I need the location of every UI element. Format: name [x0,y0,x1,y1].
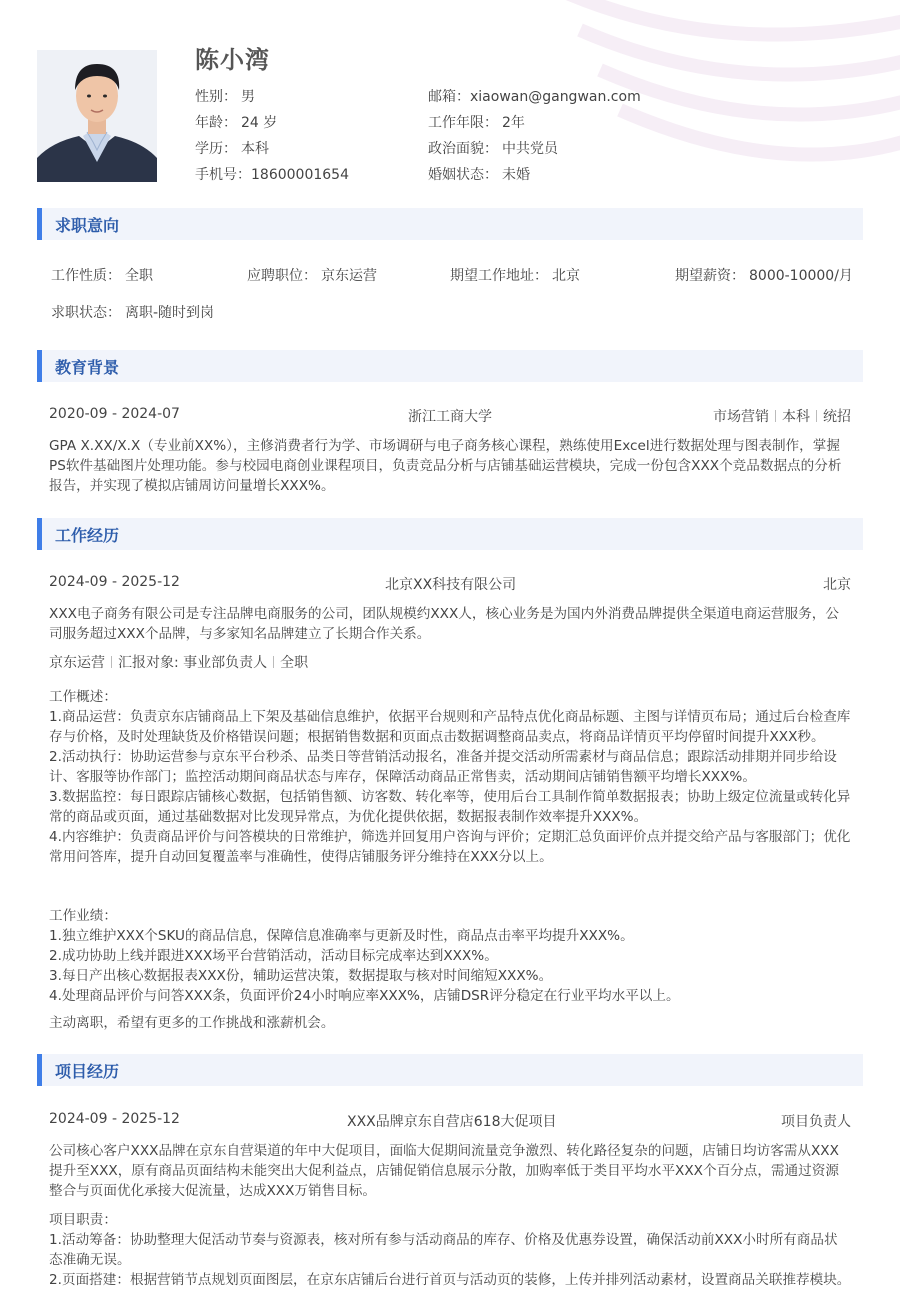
politics-info: 政治面貌： 中共党员 [428,141,558,157]
marital-value: 未婚 [502,167,530,183]
leave-reason: 主动离职，希望有更多的工作挑战和涨薪机会。 [49,1015,335,1031]
project-row [49,1111,851,1131]
overview-item: 4.内容维护：负责商品评价与问答模块的日常维护，筛选并回复用户咨询与评价；定期汇总负面评价点并提交给产品与客服部门；优化常用问答库，提升自动回复覆盖率与准确性，使得店铺服务评分维持在XXX分以上。 [49,829,851,865]
project-duties [49,1210,851,1290]
job-location: 期望工作地址： 北京 [450,268,580,284]
work-row [49,574,851,594]
duty-item: 1.活动筹备：协助整理大促活动节奏与资源表，核对所有参与活动商品的库存、价格及优惠券设置，确保活动前XXX小时所有商品状态准确无误。 [49,1232,838,1268]
section-accent-bar [37,208,42,240]
education-row [49,406,851,426]
job-nature: 工作性质： 全职 [51,268,153,284]
gender-info: 性别： 男 [195,89,255,105]
job-salary: 期望薪资： 8000-10000/月 [675,268,853,284]
section-accent-bar [37,350,42,382]
education-info: 学历： 本科 [195,141,269,157]
education-period: 2020-09 - 2024-07 [49,406,180,422]
job-status: 求职状态： 离职-随时到岗 [51,305,215,321]
overview-title: 工作概述： [49,689,117,705]
duty-item: 2.页面搭建：根据营销节点规划页面图层，在京东店铺后台进行首页与活动页的装修，上传并排列活动素材，设置商品关联推荐模块。 [49,1272,851,1288]
project-description: 公司核心客户XXX品牌在京东自营渠道的年中大促项目，面临大促期间流量竞争激烈、转化路径复杂的问题，店铺日均访客需从XXX提升至XXX，原有商品页面结构未能突出大促利益点，店铺促销信息展示分散，加购率低于类目平均水平XXX个百分点，需通过资源整合与页面优化承接大促流量，达成XXX万销售目标。 [49,1143,839,1199]
section-title-project: 项目经历 [37,1054,863,1086]
work-meta: 京东运营 汇报对象: 事业部负责人 全职 [49,655,309,671]
duties-title: 项目职责： [49,1212,117,1228]
company-description: XXX电子商务有限公司是专注品牌电商服务的公司，团队规模约XXX人，核心业务是为国内外消费品牌提供全渠道电商运营服务，公司服务超过XXX个品牌，与多家知名品牌建立了长期合作关系。 [49,606,839,642]
email-value: xiaowan@gangwan.com [470,89,641,105]
person-photo-icon [37,50,157,182]
job-position: 应聘职位： 京东运营 [247,268,377,284]
section-accent-bar [37,1054,42,1086]
gender-value: 男 [241,89,255,105]
years-value: 2年 [502,115,525,131]
project-role: 项目负责人 [781,1114,851,1130]
project-name: XXX品牌京东自营店618大促项目 [347,1114,557,1130]
section-accent-bar [37,518,42,550]
overview-item: 3.数据监控：每日跟踪店铺核心数据，包括销售额、访客数、转化率等，使用后台工具制作简单数据报表；协助上级定位流量或转化异常的商品或页面，通过基础数据对比发现异常点，为优化提供依据，数据报表制作效率提升XXX%。 [49,789,851,825]
phone-info: 手机号：18600001654 [195,167,349,183]
achievement-item: 1.独立维护XXX个SKU的商品信息，保障信息准确率与更新及时性，商品点击率平均提升XXX%。 [49,928,634,944]
achievement-item: 3.每日产出核心数据报表XXX份，辅助运营决策，数据提取与核对时间缩短XXX%。 [49,968,553,984]
section-title-work: 工作经历 [37,518,863,550]
section-title-education: 教育背景 [37,350,863,382]
avatar [37,50,157,182]
education-value: 本科 [241,141,269,157]
work-city: 北京 [823,577,851,593]
age-value: 24 岁 [241,115,278,131]
email-info: 邮箱：xiaowan@gangwan.com [428,89,641,105]
work-overview [49,687,851,867]
overview-item: 1.商品运营：负责京东店铺商品上下架及基础信息维护，依据平台规则和产品特点优化商品标题、主图与详情页布局；通过后台检查库存与价格，及时处理缺货及价格错误问题；根据销售数据和页面点击数据调整商品卖点，将商品详情页平均停留时间提升XXX秒。 [49,709,851,745]
work-period: 2024-09 - 2025-12 [49,574,180,590]
project-period: 2024-09 - 2025-12 [49,1111,180,1127]
age-info: 年龄： 24 岁 [195,115,278,131]
education-meta: 市场营销 本科 统招 [713,409,851,425]
overview-item: 2.活动执行：协助运营参与京东平台秒杀、品类日等营销活动报名，准备并提交活动所需素材与商品信息；跟踪活动排期并同步给设计、客服等协作部门；监控活动期间商品状态与库存，保障活动商品正常售卖，活动期间店铺销售额平均增长XXX%。 [49,749,837,785]
education-description: GPA X.XX/X.X（专业前XX%），主修消费者行为学、市场调研与电子商务核心课程，熟练使用Excel进行数据处理与图表制作，掌握PS软件基础图片处理功能。参与校园电商创业课程项目，负责竞品分析与店铺基础运营模块，完成一份包含XXX个竞品数据点的分析报告，并实现了模拟店铺周访问量增长XXX%。 [49,438,842,494]
work-company: 北京XX科技有限公司 [385,577,517,593]
marital-info: 婚姻状态： 未婚 [428,167,530,183]
politics-value: 中共党员 [502,141,558,157]
section-title-intent: 求职意向 [37,208,863,240]
candidate-name: 陈小湾 [195,46,270,74]
achievement-item: 4.处理商品评价与问答XXX条，负面评价24小时响应率XXX%，店铺DSR评分稳定在行业平均水平以上。 [49,988,680,1004]
achievements-title: 工作业绩： [49,908,117,924]
work-achievements [49,906,851,1006]
years-info: 工作年限： 2年 [428,115,525,131]
phone-value: 18600001654 [251,167,349,183]
profile-header [37,40,863,190]
achievement-item: 2.成功协助上线并跟进XXX场平台营销活动，活动目标完成率达到XXX%。 [49,948,498,964]
education-school: 浙江工商大学 [408,409,492,425]
